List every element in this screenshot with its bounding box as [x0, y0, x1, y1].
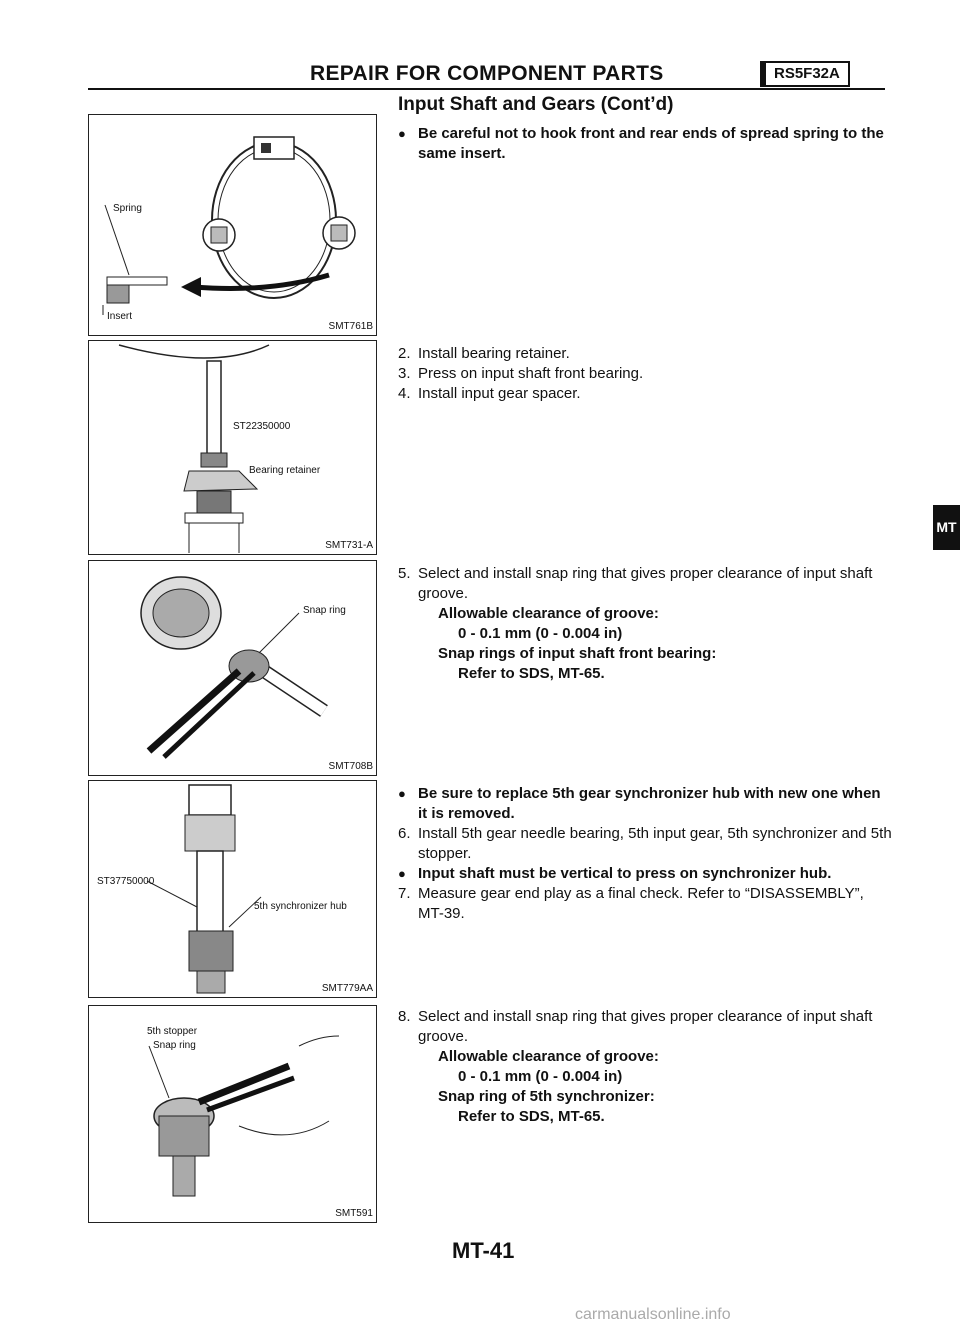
figure-id: SMT731-A	[325, 540, 373, 551]
page-number: MT-41	[452, 1238, 515, 1263]
label-snap-ring: Snap ring	[153, 1040, 196, 1051]
section-tab-mt: MT	[933, 505, 960, 550]
label-5th-stopper: 5th stopper	[147, 1026, 198, 1037]
figure-spring-insert	[88, 114, 377, 336]
stopper-illustration	[89, 1006, 376, 1222]
figure-id: SMT708B	[328, 761, 373, 772]
figure-5th-stopper	[88, 1005, 377, 1223]
label-special-tool: ST22350000	[233, 421, 291, 432]
label-snap-ring: Snap ring	[303, 605, 346, 616]
snap-ring-illustration	[89, 561, 376, 775]
figure-id: SMT591	[335, 1208, 373, 1219]
step-8: 8. Select and install snap ring that gives proper clearance of input shaft groove. Allowable clearance of groove: 0 - 0.1 mm (0 - 0.004 in) Snap ring of 5th synchronizer: Refer to SDS, MT-65.	[398, 1008, 873, 1125]
figure-snap-ring	[88, 560, 377, 776]
figure-id: SMT761B	[328, 321, 373, 332]
figure-synchronizer-hub	[88, 780, 377, 998]
caution-spread-spring: ● Be careful not to hook front and rear ends of spread spring to the same insert.	[398, 125, 884, 162]
section-title: Input Shaft and Gears (Cont’d)	[398, 94, 674, 115]
figure-bearing-retainer	[88, 340, 377, 555]
header-rule	[88, 88, 885, 90]
press-synchronizer-illustration	[89, 781, 376, 997]
watermark: carmanualsonline.info	[575, 1306, 731, 1323]
label-insert: Insert	[107, 311, 133, 322]
label-5th-synchronizer-hub: 5th synchronizer hub	[254, 901, 347, 912]
spring-illustration	[89, 115, 376, 335]
step-5: 5. Select and install snap ring that gives proper clearance of input shaft groove. Allowable clearance of groove: 0 - 0.1 mm (0 - 0.004 in) Snap rings of input shaft front bearing: Refer to SDS, MT-65.	[398, 565, 873, 682]
press-tool-illustration	[89, 341, 376, 554]
model-code-badge: RS5F32A	[760, 61, 850, 87]
steps-6-7: ● Be sure to replace 5th gear synchronizer hub with new one when it is removed. 6. Install 5th gear needle bearing, 5th input gear, 5th synchronizer and 5th stopper. ● Input shaft must be vertical to press on synchronizer hub. 7. Measure gear end play as a final check. Refer to “DISASSEMBLY”, MT-39.	[398, 785, 892, 922]
label-spring: Spring	[113, 203, 142, 214]
label-bearing-retainer: Bearing retainer	[249, 465, 321, 476]
label-special-tool: ST37750000	[97, 876, 155, 887]
figure-id: SMT779AA	[321, 983, 373, 994]
steps-2-4: 2. Install bearing retainer. 3. Press on input shaft front bearing. 4. Install input gear spacer.	[398, 345, 644, 402]
page-header-title: REPAIR FOR COMPONENT PARTS	[310, 62, 664, 85]
